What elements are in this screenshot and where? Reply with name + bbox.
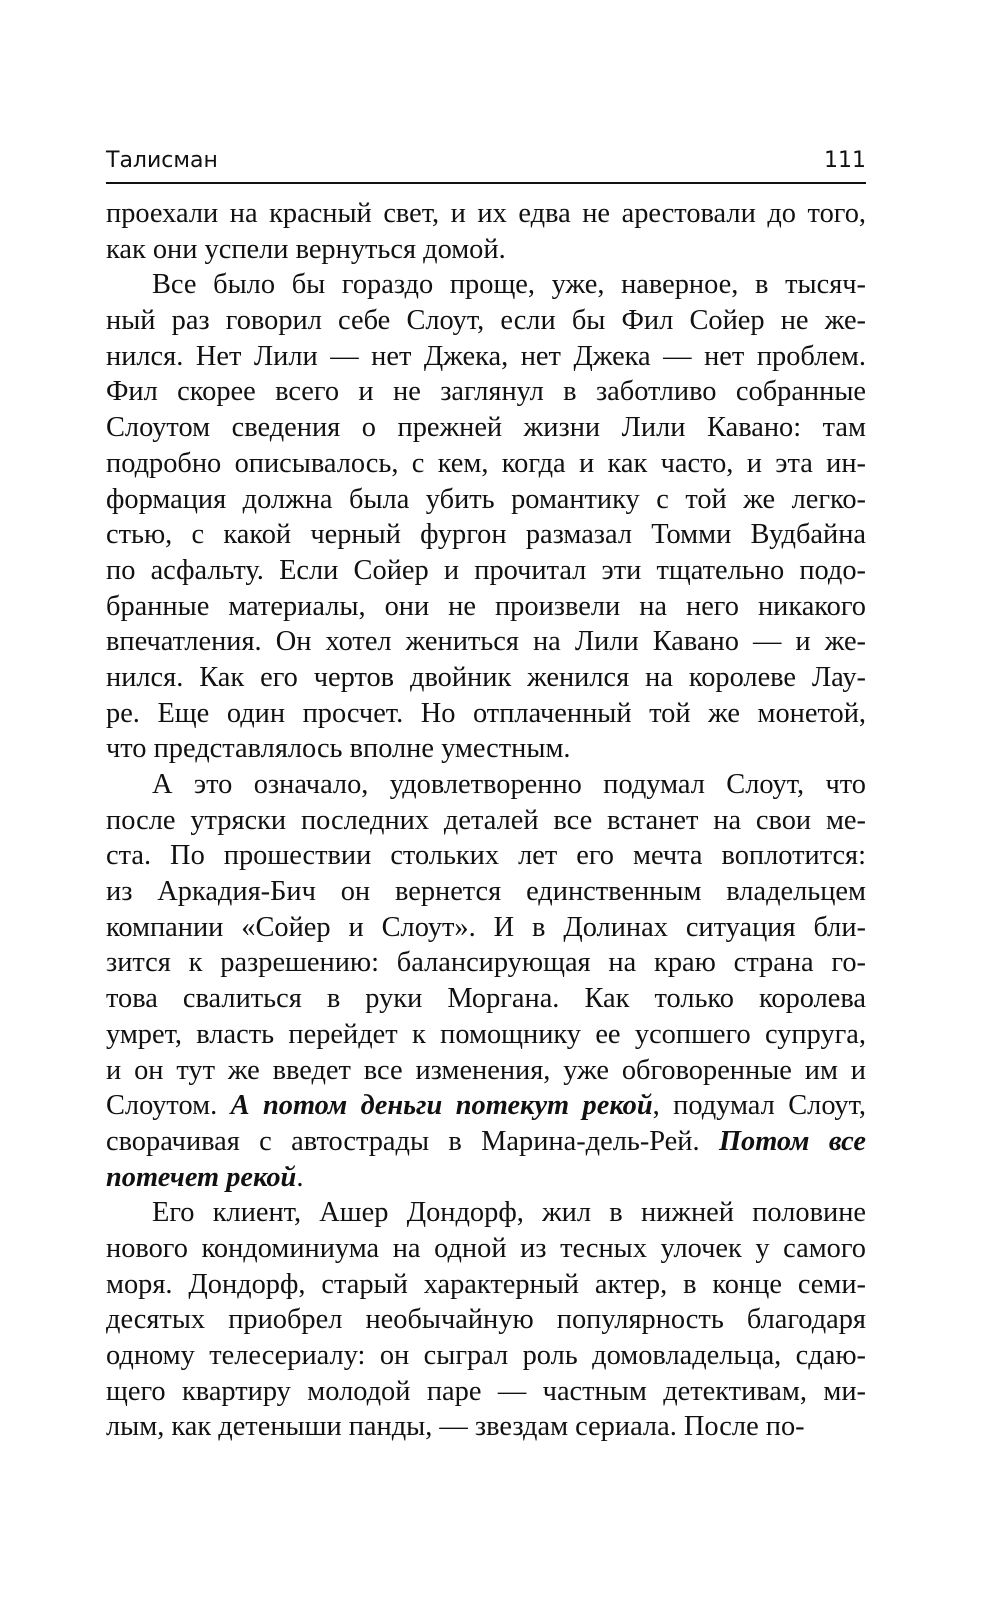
paragraph (106, 267, 866, 767)
text-run: формация должна была убить романтику с той же легко- (106, 483, 866, 515)
text-line (106, 1267, 866, 1303)
page-number: 111 (824, 148, 866, 173)
text-line (106, 803, 866, 839)
text-run: по асфальту. Если Сойер и прочитал эти тщательно подо- (106, 554, 866, 586)
text-run: ре. Еще один просчет. Но отплаченный той же монетой, (106, 697, 866, 729)
text-line (106, 374, 866, 410)
italic-run: Потом все (718, 1125, 866, 1157)
text-run: подробно описывалось, с кем, когда и как часто, и эта ин- (106, 447, 866, 479)
text-line (106, 482, 866, 518)
text-line (106, 660, 866, 696)
text-line (106, 1374, 866, 1410)
text-run: моря. Дондорф, старый характерный актер, в конце семи- (106, 1268, 866, 1300)
text-line (106, 303, 866, 339)
body-text (106, 196, 866, 1445)
text-line (106, 731, 866, 767)
text-line (106, 910, 866, 946)
italic-run: А потом деньги потекут рекой (230, 1090, 653, 1122)
text-run: лым, как детеныши панды, — звездам сериала. После по- (106, 1411, 805, 1443)
text-line (106, 1231, 866, 1267)
text-run: нился. Нет Лили — нет Джека, нет Джека — нет проблем. (106, 340, 866, 372)
text-run: Его клиент, Ашер Дондорф, жил в нижней половине (152, 1197, 866, 1229)
text-line (106, 945, 866, 981)
text-run: сворачивая с автострады в Марина-дель-Рей. (106, 1125, 719, 1157)
text-run: ста. По прошествии стольких лет его мечта воплотится: (106, 840, 866, 872)
text-line (106, 232, 866, 268)
text-run: как они успели вернуться домой. (106, 233, 506, 265)
text-line (106, 589, 866, 625)
text-run: ный раз говорил себе Слоут, если бы Фил Сойер не же- (106, 305, 866, 337)
paragraph (106, 767, 866, 1195)
text-line (106, 696, 866, 732)
text-line (106, 1409, 866, 1445)
text-line (106, 1195, 866, 1231)
text-line (106, 267, 866, 303)
text-line (106, 446, 866, 482)
text-run: нового кондоминиума на одной из тесных улочек у самого (106, 1232, 866, 1264)
text-run: бранные материалы, они не произвели на него никакого (106, 590, 866, 622)
text-run: десятых приобрел необычайную популярность благодаря (106, 1304, 866, 1336)
text-run: Слоутом. (106, 1090, 231, 1122)
text-run: Слоутом сведения о прежней жизни Лили Кавано: там (106, 412, 866, 444)
text-line (106, 1017, 866, 1053)
text-run: из Аркадия-Бич он вернется единственным владельцем (106, 876, 866, 908)
italic-run: потечет рекой (106, 1161, 297, 1193)
text-run: . (296, 1161, 304, 1193)
text-line (106, 767, 866, 803)
text-line (106, 196, 866, 232)
text-run: после утряски последних деталей все встанет на свои ме- (106, 804, 866, 836)
text-line (106, 517, 866, 553)
text-run: стью, с какой черный фургон размазал Томми Вудбайна (106, 519, 866, 551)
text-line (106, 981, 866, 1017)
text-run: А это означало, удовлетворенно подумал Слоут, что (152, 769, 866, 800)
text-run: компании «Сойер и Слоут». И в Долинах ситуация бли- (106, 911, 866, 943)
text-run: , подумал Слоут, (652, 1090, 866, 1122)
paragraph (106, 1195, 866, 1445)
text-line (106, 624, 866, 660)
text-line (106, 874, 866, 910)
text-line (106, 1160, 866, 1196)
running-title: Талисман (106, 148, 218, 173)
text-run: Все было бы гораздо проще, уже, наверное, в тысяч- (152, 269, 866, 301)
text-run: одному телесериалу: он сыграл роль домовладельца, сдаю- (106, 1340, 866, 1371)
text-run: нился. Как его чертов двойник женился на королеве Лау- (106, 661, 866, 693)
text-run: умрет, власть перейдет к помощнику ее усопшего супруга, (106, 1018, 866, 1050)
text-line (106, 1053, 866, 1089)
text-line (106, 838, 866, 874)
text-line (106, 339, 866, 375)
text-line (106, 553, 866, 589)
text-run: зится к разрешению: балансирующая на краю страна го- (106, 947, 866, 979)
text-line (106, 1124, 866, 1160)
text-run: и он тут же введет все изменения, уже обговоренные им и (106, 1054, 866, 1086)
text-run: това свалиться в руки Моргана. Как только королева (106, 983, 866, 1015)
text-run: что представлялось вполне уместным. (106, 733, 571, 765)
text-run: впечатления. Он хотел жениться на Лили Кавано — и же- (106, 626, 866, 658)
text-line (106, 1338, 866, 1374)
text-run: проехали на красный свет, и их едва не арестовали до того, (106, 198, 866, 229)
paragraph (106, 196, 866, 267)
text-run: Фил скорее всего и не заглянул в заботливо собранные (106, 376, 866, 408)
text-line (106, 1088, 866, 1124)
running-header (106, 146, 866, 184)
text-line (106, 410, 866, 446)
text-run: щего квартиру молодой паре — частным детективам, ми- (106, 1375, 866, 1407)
text-line (106, 1302, 866, 1338)
